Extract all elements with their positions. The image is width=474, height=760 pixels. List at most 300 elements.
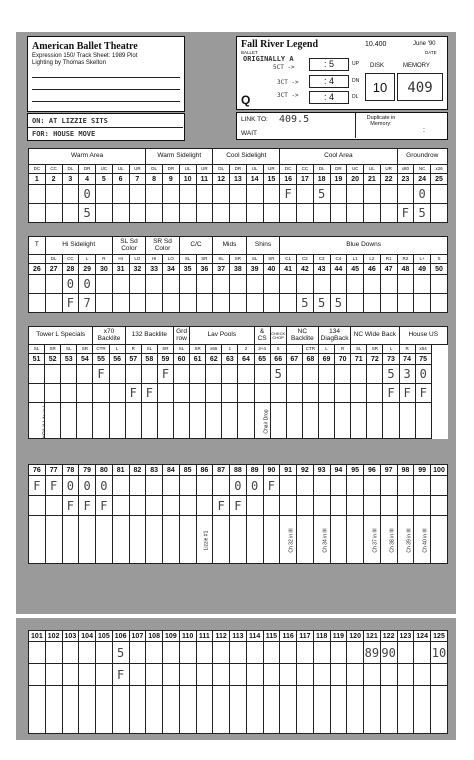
level-cell[interactable]: [206, 365, 222, 384]
level-cell[interactable]: [330, 496, 347, 516]
level-cell[interactable]: [29, 496, 46, 516]
level-cell[interactable]: [347, 185, 364, 204]
level-cell[interactable]: [397, 275, 414, 294]
level-cell[interactable]: [238, 384, 254, 403]
position-label: C1: [280, 255, 297, 264]
level-cell[interactable]: [173, 365, 189, 384]
position-label: UR: [196, 165, 213, 174]
level-cell[interactable]: F: [45, 476, 62, 496]
level-cell[interactable]: [380, 204, 397, 223]
level-cell[interactable]: [330, 204, 347, 223]
level-cell[interactable]: [230, 664, 247, 686]
level-cell[interactable]: [93, 384, 109, 403]
level-cell[interactable]: [45, 384, 61, 403]
level-cell[interactable]: [246, 204, 263, 223]
level-cell[interactable]: [146, 476, 163, 496]
level-cell[interactable]: [62, 204, 79, 223]
channel-description: [77, 403, 93, 439]
level-cell[interactable]: [29, 642, 46, 664]
section-check-chop: CHECK CHOP: [270, 327, 286, 345]
level-cell[interactable]: [96, 664, 113, 686]
level-cell[interactable]: [129, 642, 146, 664]
level-cell[interactable]: [179, 664, 196, 686]
position-label: HI: [146, 255, 163, 264]
level-cell[interactable]: [263, 185, 280, 204]
level-cell[interactable]: [62, 664, 79, 686]
level-cell[interactable]: F: [230, 496, 247, 516]
level-cell[interactable]: [347, 275, 364, 294]
level-cell[interactable]: [313, 476, 330, 496]
channel-description-text: Ch 32 in III: [288, 527, 295, 553]
level-cell[interactable]: [157, 384, 173, 403]
level-cell[interactable]: [61, 365, 77, 384]
level-cell[interactable]: 0: [230, 476, 247, 496]
position-label: SR: [77, 345, 93, 354]
level-cell[interactable]: [330, 476, 347, 496]
level-cell[interactable]: [190, 384, 206, 403]
level-cell[interactable]: [313, 664, 330, 686]
level-cell[interactable]: [431, 185, 448, 204]
level-cell[interactable]: [163, 204, 180, 223]
level-cell[interactable]: [109, 365, 125, 384]
level-cell[interactable]: [129, 185, 146, 204]
channel-number: 63: [222, 354, 238, 365]
channel-description: [397, 686, 414, 734]
level-cell[interactable]: [163, 664, 180, 686]
level-cell[interactable]: 5: [313, 294, 330, 313]
channel-number: 2: [45, 174, 62, 185]
level-cell[interactable]: [45, 204, 62, 223]
level-cell[interactable]: [330, 642, 347, 664]
level-cell[interactable]: [318, 365, 334, 384]
level-cell[interactable]: 5: [297, 294, 314, 313]
level-cell[interactable]: [45, 664, 62, 686]
level-cell[interactable]: [163, 642, 180, 664]
level-cell[interactable]: [29, 275, 46, 294]
level-cell[interactable]: [263, 664, 280, 686]
level-cell[interactable]: [414, 476, 431, 496]
level-cell[interactable]: [246, 496, 263, 516]
level-cell[interactable]: [347, 664, 364, 686]
level-cell[interactable]: F: [29, 476, 46, 496]
level-cell[interactable]: [96, 275, 113, 294]
level-cell[interactable]: [129, 496, 146, 516]
level-cell[interactable]: [280, 642, 297, 664]
level-cell[interactable]: [297, 476, 314, 496]
level-cell[interactable]: F: [213, 496, 230, 516]
channel-number: 49: [414, 264, 431, 275]
level-cell[interactable]: 0: [79, 275, 96, 294]
level-cell[interactable]: 3: [399, 365, 415, 384]
level-cell[interactable]: [297, 204, 314, 223]
level-cell[interactable]: [397, 664, 414, 686]
level-cell[interactable]: [380, 185, 397, 204]
level-cell[interactable]: [196, 204, 213, 223]
level-cell[interactable]: [313, 275, 330, 294]
position-label: CC: [297, 165, 314, 174]
level-cell[interactable]: [179, 476, 196, 496]
level-cell[interactable]: [347, 204, 364, 223]
level-cell[interactable]: [397, 642, 414, 664]
channel-number: 114: [246, 631, 263, 642]
level-cell[interactable]: [230, 642, 247, 664]
level-cell[interactable]: [364, 476, 381, 496]
level-cell[interactable]: [62, 642, 79, 664]
channel-number: 65: [254, 354, 270, 365]
level-cell[interactable]: 0: [415, 365, 431, 384]
level-cell[interactable]: 5: [383, 365, 399, 384]
level-cell[interactable]: [179, 496, 196, 516]
level-cell[interactable]: [213, 275, 230, 294]
level-cell[interactable]: 0: [79, 185, 96, 204]
level-cell[interactable]: [125, 365, 141, 384]
level-cell[interactable]: [431, 496, 448, 516]
level-cell[interactable]: [129, 204, 146, 223]
level-cell[interactable]: [335, 365, 351, 384]
level-cell[interactable]: [297, 642, 314, 664]
level-cell[interactable]: [222, 384, 238, 403]
level-cell[interactable]: [414, 496, 431, 516]
level-cell[interactable]: [364, 204, 381, 223]
level-cell[interactable]: [367, 365, 383, 384]
level-cell[interactable]: [313, 642, 330, 664]
channel-number: 85: [179, 465, 196, 476]
position-label: R2: [397, 255, 414, 264]
level-cell[interactable]: [179, 642, 196, 664]
level-cell[interactable]: [286, 384, 302, 403]
level-cell[interactable]: F: [415, 384, 431, 403]
level-cell[interactable]: [297, 275, 314, 294]
level-cell[interactable]: [179, 185, 196, 204]
level-cell[interactable]: [280, 294, 297, 313]
level-cell[interactable]: [206, 384, 222, 403]
channel-number: 35: [179, 264, 196, 275]
level-cell[interactable]: [397, 496, 414, 516]
level-cell[interactable]: [330, 664, 347, 686]
channel-description: [415, 403, 431, 439]
level-cell[interactable]: [270, 384, 286, 403]
level-cell[interactable]: [431, 476, 448, 496]
channel-description-text: Ch 37 in III: [372, 527, 379, 553]
level-cell[interactable]: [364, 185, 381, 204]
level-cell[interactable]: [347, 496, 364, 516]
channel-description: [29, 403, 45, 439]
level-cell[interactable]: [179, 204, 196, 223]
level-cell[interactable]: [129, 664, 146, 686]
level-cell[interactable]: [96, 204, 113, 223]
level-cell[interactable]: [414, 275, 431, 294]
level-cell[interactable]: [302, 365, 318, 384]
channel-description-text: Ch 38 in III: [389, 527, 396, 553]
level-cell[interactable]: 5: [270, 365, 286, 384]
level-cell[interactable]: [364, 496, 381, 516]
level-cell[interactable]: 7: [79, 294, 96, 313]
level-cell[interactable]: [79, 664, 96, 686]
position-label: DR: [330, 165, 347, 174]
level-cell[interactable]: [318, 384, 334, 403]
level-cell[interactable]: [213, 642, 230, 664]
level-cell[interactable]: [297, 496, 314, 516]
level-cell[interactable]: [146, 185, 163, 204]
level-cell[interactable]: [173, 384, 189, 403]
level-cell[interactable]: [146, 664, 163, 686]
level-cell[interactable]: [254, 384, 270, 403]
level-cell[interactable]: 90: [380, 642, 397, 664]
level-cell[interactable]: [29, 204, 46, 223]
channel-description-text: Chair Drop: [263, 408, 270, 434]
level-cell[interactable]: [96, 185, 113, 204]
channel-number: 87: [213, 465, 230, 476]
level-cell[interactable]: 0: [79, 476, 96, 496]
channel-description: [313, 516, 330, 564]
level-cell[interactable]: [179, 294, 196, 313]
channel-number: 107: [129, 631, 146, 642]
level-cell[interactable]: [246, 275, 263, 294]
channel-number: 59: [157, 354, 173, 365]
level-cell[interactable]: 5: [414, 204, 431, 223]
channel-number: 12: [213, 174, 230, 185]
level-cell[interactable]: F: [96, 496, 113, 516]
level-cell[interactable]: [163, 294, 180, 313]
level-cell[interactable]: [230, 204, 247, 223]
level-cell[interactable]: [129, 294, 146, 313]
level-cell[interactable]: [112, 476, 129, 496]
channel-number: 11: [196, 174, 213, 185]
position-label: UR: [263, 165, 280, 174]
level-cell[interactable]: 5: [112, 642, 129, 664]
level-cell[interactable]: [297, 664, 314, 686]
level-cell[interactable]: [45, 496, 62, 516]
level-cell[interactable]: [163, 185, 180, 204]
dn-field: : 4: [309, 75, 349, 88]
level-cell[interactable]: [335, 384, 351, 403]
level-cell[interactable]: [196, 476, 213, 496]
level-cell[interactable]: [280, 275, 297, 294]
channel-number: 30: [96, 264, 113, 275]
level-cell[interactable]: F: [125, 384, 141, 403]
level-cell[interactable]: [246, 642, 263, 664]
level-cell[interactable]: [222, 365, 238, 384]
level-cell[interactable]: [146, 294, 163, 313]
level-cell[interactable]: [297, 185, 314, 204]
level-cell[interactable]: [414, 642, 431, 664]
level-cell[interactable]: [280, 204, 297, 223]
level-cell[interactable]: [238, 365, 254, 384]
level-cell[interactable]: F: [62, 496, 79, 516]
level-cell[interactable]: [246, 664, 263, 686]
level-cell[interactable]: [380, 294, 397, 313]
level-cell[interactable]: [414, 664, 431, 686]
position-label: UL: [246, 165, 263, 174]
level-cell[interactable]: [364, 294, 381, 313]
level-cell[interactable]: F: [79, 496, 96, 516]
level-cell[interactable]: [112, 204, 129, 223]
level-cell[interactable]: [367, 384, 383, 403]
level-cell[interactable]: [263, 294, 280, 313]
level-cell[interactable]: [146, 642, 163, 664]
level-cell[interactable]: [29, 294, 46, 313]
level-cell[interactable]: [213, 204, 230, 223]
level-cell[interactable]: [230, 275, 247, 294]
level-cell[interactable]: [380, 275, 397, 294]
level-cell[interactable]: [196, 664, 213, 686]
level-cell[interactable]: [196, 185, 213, 204]
level-cell[interactable]: [77, 365, 93, 384]
level-cell[interactable]: [280, 664, 297, 686]
channel-description: [364, 686, 381, 734]
level-cell[interactable]: [96, 294, 113, 313]
level-cell[interactable]: 89: [364, 642, 381, 664]
level-cell[interactable]: [45, 294, 62, 313]
level-cell[interactable]: [330, 275, 347, 294]
level-cell[interactable]: [129, 476, 146, 496]
level-cell[interactable]: F: [399, 384, 415, 403]
level-cell[interactable]: [414, 294, 431, 313]
level-cell[interactable]: [313, 204, 330, 223]
level-cell[interactable]: [45, 275, 62, 294]
channel-description: [79, 516, 96, 564]
level-cell[interactable]: [380, 664, 397, 686]
level-cell[interactable]: [112, 275, 129, 294]
level-cell[interactable]: [280, 496, 297, 516]
level-cell[interactable]: [263, 275, 280, 294]
level-cell[interactable]: [196, 294, 213, 313]
level-cell[interactable]: [79, 642, 96, 664]
level-cell[interactable]: [286, 365, 302, 384]
level-cell[interactable]: [431, 204, 448, 223]
level-cell[interactable]: [380, 496, 397, 516]
level-cell[interactable]: F: [93, 365, 109, 384]
level-cell[interactable]: [254, 365, 270, 384]
level-cell[interactable]: [163, 476, 180, 496]
level-cell[interactable]: [351, 384, 367, 403]
channel-number: 122: [380, 631, 397, 642]
level-cell[interactable]: [431, 664, 448, 686]
level-cell[interactable]: [163, 275, 180, 294]
position-label: SR: [263, 255, 280, 264]
level-cell[interactable]: [163, 496, 180, 516]
level-cell[interactable]: [280, 476, 297, 496]
wait-label: WAIT: [241, 130, 258, 137]
level-cell[interactable]: [351, 365, 367, 384]
level-cell[interactable]: 0: [96, 476, 113, 496]
level-cell[interactable]: [29, 185, 46, 204]
level-cell[interactable]: [213, 664, 230, 686]
level-cell[interactable]: [246, 185, 263, 204]
level-cell[interactable]: [263, 496, 280, 516]
rule-line: [32, 77, 180, 78]
level-cell[interactable]: [196, 275, 213, 294]
level-cell[interactable]: [263, 204, 280, 223]
level-cell[interactable]: [313, 496, 330, 516]
level-cell[interactable]: [397, 294, 414, 313]
channel-number: 41: [280, 264, 297, 275]
level-cell[interactable]: [146, 275, 163, 294]
level-cell[interactable]: 0: [62, 275, 79, 294]
channel-number: 46: [364, 264, 381, 275]
level-cell[interactable]: [112, 496, 129, 516]
level-cell[interactable]: [141, 365, 157, 384]
level-cell[interactable]: [213, 476, 230, 496]
level-cell[interactable]: [302, 384, 318, 403]
rule-line: [32, 101, 180, 102]
level-cell[interactable]: [397, 185, 414, 204]
level-cell[interactable]: [146, 496, 163, 516]
divider: [355, 113, 356, 138]
level-cell[interactable]: F: [280, 185, 297, 204]
level-cell[interactable]: [431, 294, 448, 313]
level-cell[interactable]: [380, 476, 397, 496]
level-cell[interactable]: [29, 384, 45, 403]
level-cell[interactable]: [45, 642, 62, 664]
level-cell[interactable]: 10: [431, 642, 448, 664]
level-cell[interactable]: F: [112, 664, 129, 686]
level-cell[interactable]: [230, 294, 247, 313]
level-cell[interactable]: [213, 294, 230, 313]
channel-description: [206, 403, 222, 439]
level-cell[interactable]: [77, 384, 93, 403]
level-cell[interactable]: 5: [79, 204, 96, 223]
duplicate-colon: :: [423, 127, 425, 134]
level-cell[interactable]: [112, 294, 129, 313]
level-cell[interactable]: [112, 185, 129, 204]
level-cell[interactable]: F: [62, 294, 79, 313]
level-cell[interactable]: [29, 365, 45, 384]
position-label: C3: [313, 255, 330, 264]
level-cell[interactable]: F: [157, 365, 173, 384]
position-label: UL: [112, 165, 129, 174]
position-label: SL: [246, 255, 263, 264]
level-cell[interactable]: [364, 275, 381, 294]
level-cell[interactable]: [213, 185, 230, 204]
level-cell[interactable]: F: [397, 204, 414, 223]
level-cell[interactable]: [62, 185, 79, 204]
level-cell[interactable]: [190, 365, 206, 384]
level-cell[interactable]: 0: [62, 476, 79, 496]
level-cell[interactable]: F: [141, 384, 157, 403]
level-cell[interactable]: [179, 275, 196, 294]
level-cell[interactable]: [29, 664, 46, 686]
level-cell[interactable]: [397, 476, 414, 496]
level-cell[interactable]: 0: [414, 185, 431, 204]
level-cell[interactable]: F: [263, 476, 280, 496]
level-cell[interactable]: [196, 496, 213, 516]
level-cell[interactable]: [146, 204, 163, 223]
channel-number: 3: [62, 174, 79, 185]
level-cell[interactable]: [45, 365, 61, 384]
level-cell[interactable]: 5: [330, 294, 347, 313]
level-cell[interactable]: [129, 275, 146, 294]
level-cell[interactable]: [347, 294, 364, 313]
level-cell[interactable]: [109, 384, 125, 403]
level-cell[interactable]: [230, 185, 247, 204]
level-cell[interactable]: [96, 642, 113, 664]
level-cell[interactable]: 0: [246, 476, 263, 496]
level-cell[interactable]: [45, 185, 62, 204]
level-cell[interactable]: [347, 476, 364, 496]
level-cell[interactable]: [364, 664, 381, 686]
level-cell[interactable]: [263, 642, 280, 664]
level-cell[interactable]: [330, 185, 347, 204]
level-cell[interactable]: [246, 294, 263, 313]
level-cell[interactable]: [196, 642, 213, 664]
level-cell[interactable]: [347, 642, 364, 664]
level-cell[interactable]: 5: [313, 185, 330, 204]
channel-number: 56: [109, 354, 125, 365]
level-cell[interactable]: F: [383, 384, 399, 403]
level-cell[interactable]: [431, 275, 448, 294]
level-cell[interactable]: [61, 384, 77, 403]
